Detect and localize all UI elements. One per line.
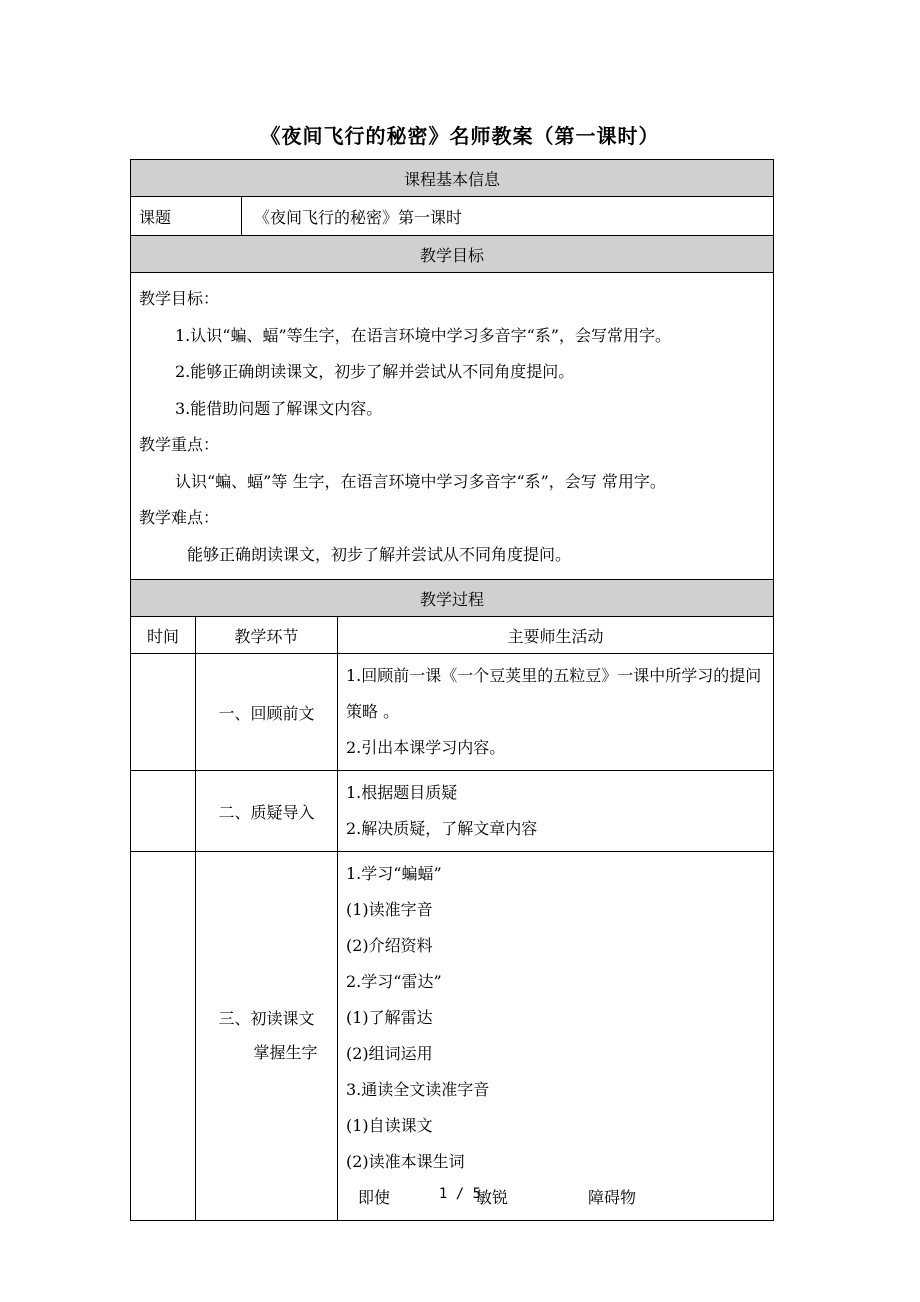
activity-cell	[338, 852, 774, 1221]
activity-line: 1.回顾前一课《一个豆荚里的五粒豆》一课中所学习的提问策略 。	[346, 666, 762, 721]
goal-heading: 教学目标：	[139, 289, 220, 308]
section-header-process: 教学过程	[131, 580, 774, 617]
goal-item: 3.能借助问题了解课文内容。	[175, 398, 383, 418]
process-row	[131, 654, 774, 771]
activity-line: 3.通读全文读准字音	[346, 1080, 490, 1099]
page-indicator: 1 / 5	[438, 1186, 482, 1202]
key-point-heading: 教学重点：	[139, 435, 220, 454]
activity-line: 1.根据题目质疑	[346, 783, 458, 802]
activity-cell	[338, 654, 774, 771]
time-cell	[131, 771, 196, 852]
activity-line: (2)介绍资料	[346, 936, 433, 955]
stage-line: 掌握生字	[253, 1043, 318, 1062]
process-row	[131, 852, 774, 1221]
stage-cell: 一、回顾前文	[196, 654, 338, 771]
activity-line: 2.解决质疑，了解文章内容	[346, 819, 538, 838]
goal-item: 2.能够正确朗读课文，初步了解并尝试从不同角度提问。	[175, 362, 575, 381]
stage-cell	[196, 852, 338, 1221]
column-header-stage: 教学环节	[196, 617, 338, 654]
activity-line: (2)读准本课生词	[346, 1152, 465, 1171]
process-row	[131, 771, 774, 852]
goals-cell	[131, 273, 774, 580]
activity-line: (2)组词运用	[346, 1044, 433, 1063]
column-header-time: 时间	[131, 617, 196, 654]
vocabulary-word: 敏锐	[476, 1188, 509, 1207]
activity-line: 2.引出本课学习内容。	[346, 738, 506, 757]
stage-cell: 二、质疑导入	[196, 771, 338, 852]
vocabulary-word: 障碍物	[588, 1188, 637, 1207]
time-cell	[131, 852, 196, 1221]
activity-line: (1)读准字音	[346, 900, 433, 919]
activity-line: 2.学习“雷达”	[346, 972, 442, 991]
difficulty-text: 能够正确朗读课文，初步了解并尝试从不同角度提问。	[187, 544, 572, 564]
document-title: 《夜间飞行的秘密》名师教案（第一课时）	[260, 124, 660, 148]
stage-line: 三、初读课文	[218, 1009, 315, 1028]
activity-line: (1)自读课文	[346, 1116, 433, 1135]
activity-line: 1.学习“蝙蝠”	[346, 864, 442, 883]
section-header-goals: 教学目标	[131, 236, 774, 273]
difficulty-heading: 教学难点：	[139, 508, 220, 527]
time-cell	[131, 654, 196, 771]
goal-item: 1.认识“蝙、蝠”等生字，在语言环境中学习多音字“系”，会写常用字。	[175, 325, 671, 345]
key-point-text: 认识“蝙、蝠”等 生字，在语言环境中学习多音字“系”，会写 常用字。	[175, 471, 666, 491]
topic-value: 《夜间飞行的秘密》第一课时	[242, 197, 774, 236]
activity-cell	[338, 771, 774, 852]
column-header-activity: 主要师生活动	[338, 617, 774, 654]
lesson-plan-table	[130, 159, 774, 1221]
vocabulary-word: 即使	[358, 1188, 391, 1207]
section-header-basic-info: 课程基本信息	[131, 160, 774, 197]
topic-label: 课题	[131, 197, 242, 236]
activity-line: (1)了解雷达	[346, 1008, 433, 1027]
